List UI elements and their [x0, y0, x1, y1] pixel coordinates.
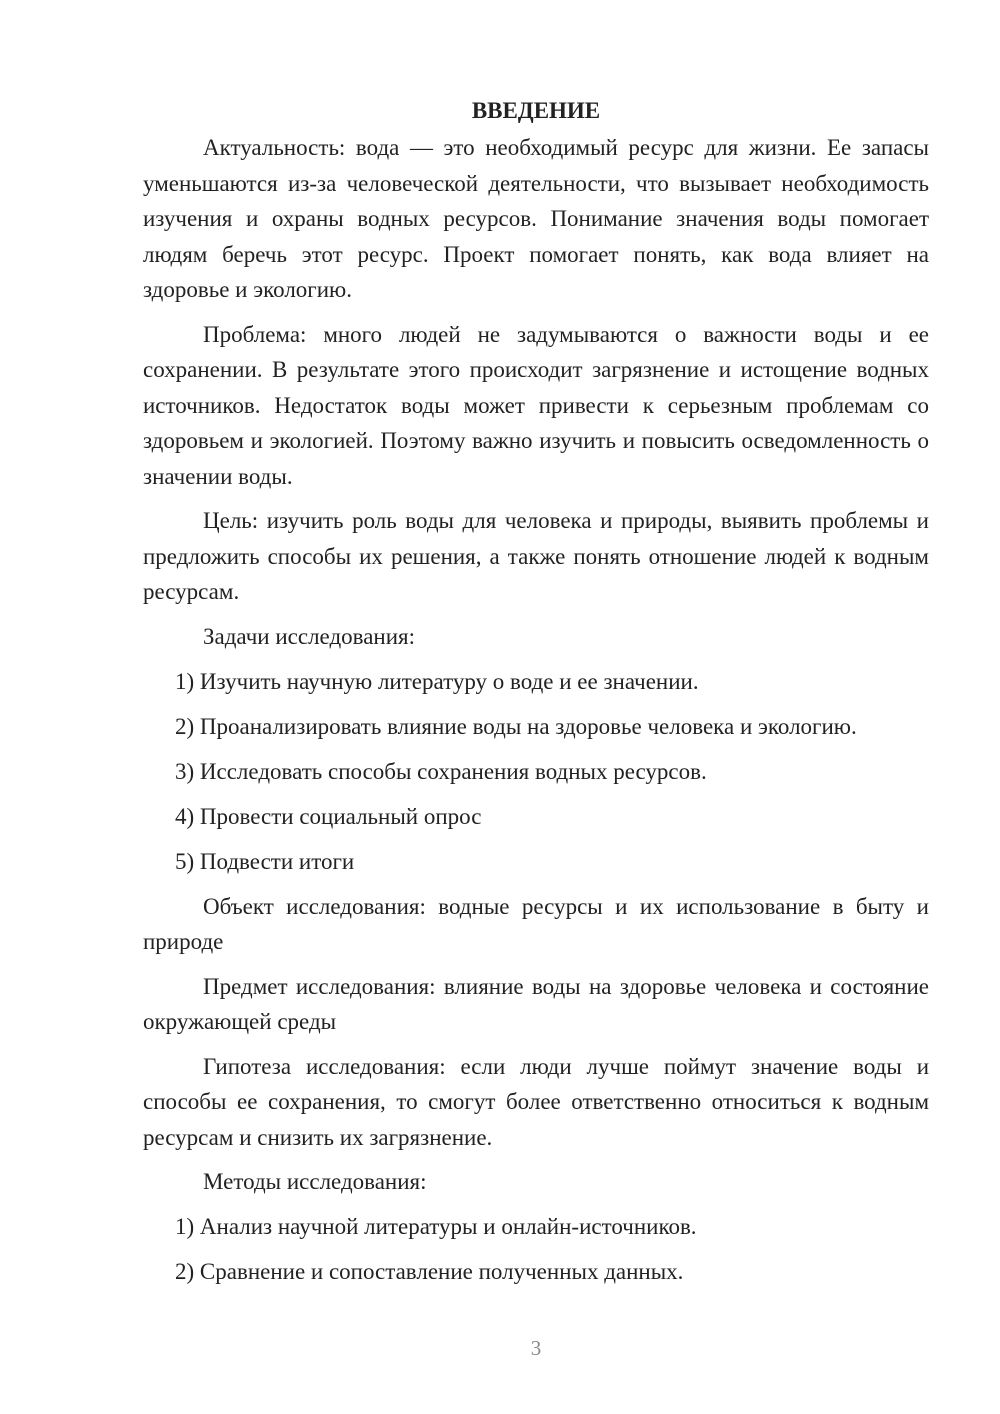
task-item: 1) Изучить научную литературу о воде и ее значении.	[175, 668, 699, 694]
object-paragraph: Объект исследования: водные ресурсы и их использование в быту и природе	[143, 893, 929, 954]
task-item: 3) Исследовать способы сохранения водных ресурсов.	[175, 758, 707, 784]
method-item: 1) Анализ научной литературы и онлайн-источников.	[175, 1214, 697, 1239]
methods-heading: Методы исследования:	[203, 1169, 427, 1194]
task-item: 2) Проанализировать влияние воды на здоровье человека и экологию.	[175, 713, 857, 739]
subject-paragraph: Предмет исследования: влияние воды на здоровье человека и состояние окружающей среды	[143, 973, 929, 1034]
tasks-heading: Задачи исследования:	[203, 623, 416, 649]
problem-paragraph: Проблема: много людей не задумываются о важности воды и ее сохранении. В результате этого происходит загрязнение и истощение водных источников. Недостаток воды может привести к серьезным проблемам со здоровьем и экологией. Поэтому важно изучить и повысить осведомленность о значении воды.	[143, 321, 929, 489]
page-title: ВВЕДЕНИЕ	[471, 98, 601, 123]
document-page	[143, 96, 929, 1299]
hypothesis-paragraph: Гипотеза исследования: если люди лучше поймут значение воды и способы ее сохранения, то смогут более ответственно относиться к водным ресурсам и снизить их загрязнение.	[143, 1053, 929, 1150]
task-item: 5) Подвести итоги	[175, 848, 355, 874]
relevance-paragraph: Актуальность: вода — это необходимый ресурс для жизни. Ее запасы уменьшаются из-за человеческой деятельности, что вызывает необходимость изучения и охраны водных ресурсов. Понимание значения воды помогает людям беречь этот ресурс. Проект помогает понять, как вода влияет на здоровье и экологию.	[143, 135, 929, 302]
page-number: 3	[530, 1336, 542, 1360]
task-item: 4) Провести социальный опрос	[175, 803, 482, 829]
goal-paragraph: Цель: изучить роль воды для человека и природы, выявить проблемы и предложить способы их решения, а также понять отношение людей к водным ресурсам.	[143, 508, 929, 604]
method-item: 2) Сравнение и сопоставление полученных данных.	[175, 1259, 684, 1284]
